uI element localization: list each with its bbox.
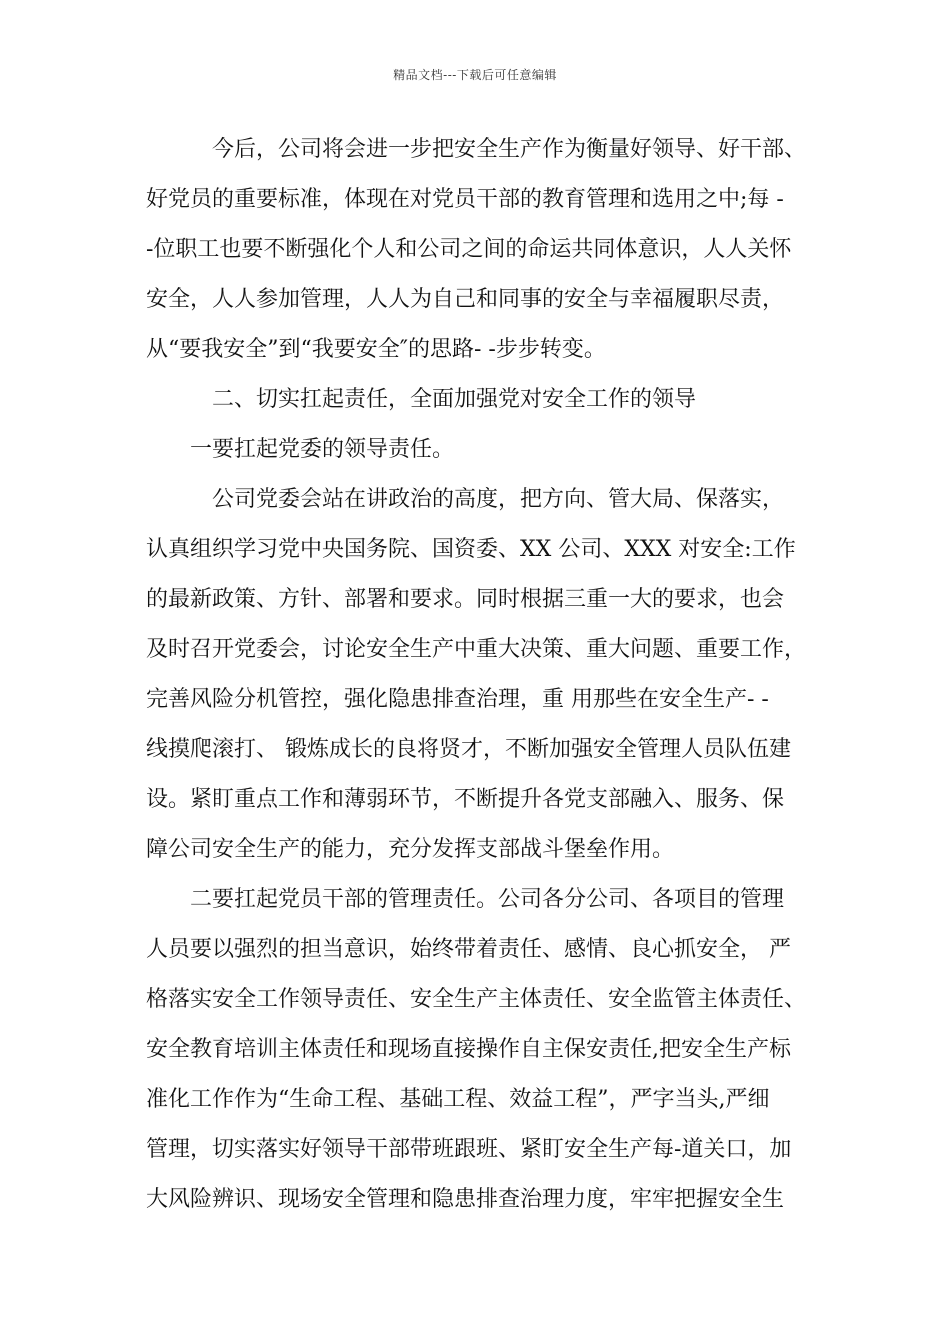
paragraph-line: 二要扛起党员干部的管理责任。公司各分公司、各项目的管理 <box>190 887 785 912</box>
paragraph-line: 今后，公司将会进一步把安全生产作为衡量好领导、好干部、 <box>212 137 807 162</box>
paragraph-line: 认真组织学习党中央国务院、国资委、XX 公司、XXX 对安全:工作 <box>146 537 796 562</box>
paragraph-line: 障公司安全生产的能力，充分发挥支部战斗堡垒作用。 <box>146 837 675 862</box>
paragraph-line: 及时召开党委会，讨论安全生产中重大决策、重大问题、重要工作， <box>146 637 807 662</box>
paragraph-line: 准化工作作为“生命工程、基础工程、效益工程”，严字当头,严细 <box>146 1087 770 1112</box>
paragraph-line: 的最新政策、方针、部署和要求。同时根据三重一大的要求，也会 <box>146 587 785 612</box>
section-heading: 二、切实扛起责任，全面加强党对安全工作的领导 <box>212 387 697 412</box>
paragraph-line: 安全教育培训主体责任和现场直接操作自主保安责任,把安全生产标 <box>146 1037 791 1062</box>
paragraph-line: -位职工也要不断强化个人和公司之间的命运共同体意识，人人关怀 <box>146 237 792 262</box>
paragraph-line: 从“要我安全”到“我要安全″的思路- -步步转变。 <box>146 337 606 362</box>
paragraph-line: 大风险辨识、现场安全管理和隐患排查治理力度，牢牢把握安全生 <box>146 1187 785 1212</box>
paragraph-line: 线摸爬滚打、 锻炼成长的良将贤才，不断加强安全管理人员队伍建 <box>146 737 791 762</box>
paragraph-line: 格落实安全工作领导责任、安全生产主体责任、安全监管主体责任、 <box>146 987 807 1012</box>
paragraph-line: 好党员的重要标准，体现在对党员干部的教育管理和选用之中;每 - <box>146 187 784 212</box>
paragraph-line: 公司党委会站在讲政治的高度，把方向、管大局、保落实， <box>212 487 785 512</box>
paragraph-line: 人员要以强烈的担当意识，始终带着责任、感情、良心抓安全， 严 <box>146 937 791 962</box>
page-header: 精品文档---下载后可任意编辑 <box>393 68 557 82</box>
paragraph-line: 管理，切实落实好领导干部带班跟班、紧盯安全生产每-道关口，加 <box>146 1137 792 1162</box>
subheading: 一要扛起党委的领导责任。 <box>190 437 455 462</box>
paragraph-line: 安全，人人参加管理，人人为自己和同事的安全与幸福履职尽责， <box>146 287 785 312</box>
paragraph-line: 设。紧盯重点工作和薄弱环节，不断提升各党支部融入、服务、保 <box>146 787 785 812</box>
paragraph-line: 完善风险分机管控，强化隐患排查治理，重 用那些在安全生产- - <box>146 687 769 712</box>
